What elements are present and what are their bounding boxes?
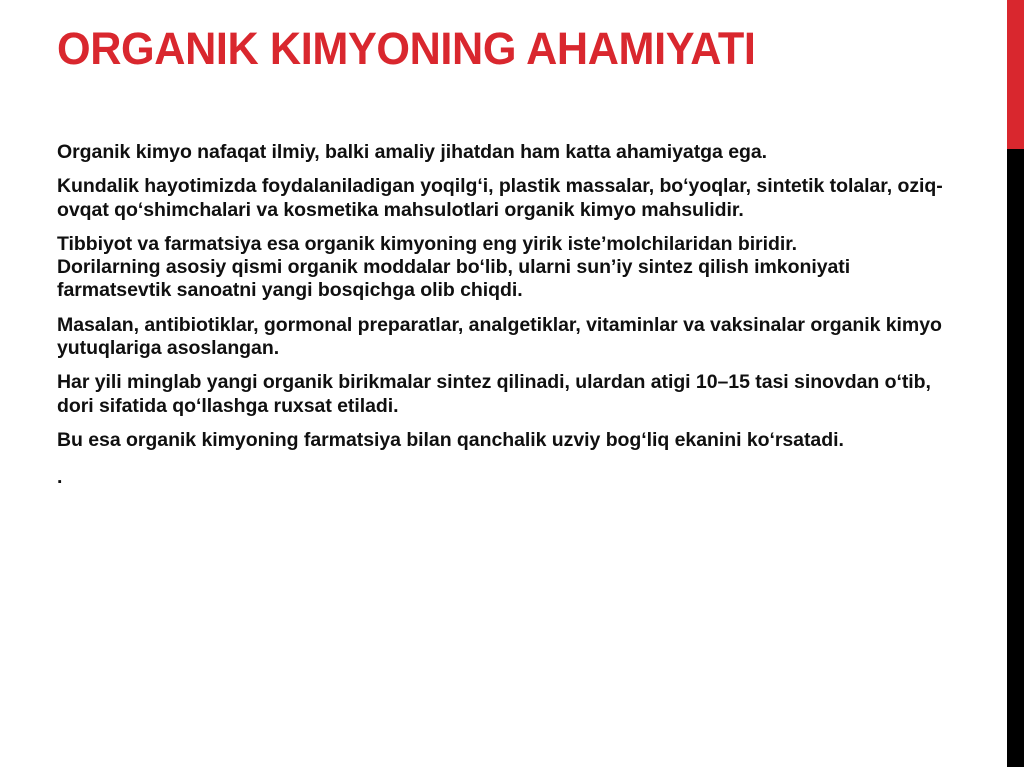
body-paragraph-4: Dorilarning asosiy qismi organik moddalar bo‘lib, ularni sun’iy sintez qilish imkoniyati farmatsevtik sanoatni yangi bosqichga olib chiqdi. <box>57 256 851 302</box>
body-paragraph-8: . <box>57 466 63 489</box>
edge-accent-bars <box>1007 0 1024 767</box>
edge-bar-black <box>1007 149 1024 767</box>
body-paragraph-6: Har yili minglab yangi organik birikmalar sintez qilinadi, ulardan atigi 10–15 tasi sinovdan o‘tib, dori sifatida qo‘llashga ruxsat etiladi. <box>57 371 931 417</box>
body-paragraph-3: Tibbiyot va farmatsiya esa organik kimyoning eng yirik iste’molchilaridan biridir. <box>57 232 798 255</box>
page-title: ORGANIK KIMYONING AHAMIYATI <box>57 23 756 75</box>
body-paragraph-7: Bu esa organik kimyoning farmatsiya bilan qanchalik uzviy bog‘liq ekanini ko‘rsatadi. <box>57 428 844 451</box>
body-paragraph-1: Organik kimyo nafaqat ilmiy, balki amaliy jihatdan ham katta ahamiyatga ega. <box>57 141 768 163</box>
body-paragraph-2: Kundalik hayotimizda foydalaniladigan yoqilg‘i, plastik massalar, bo‘yoqlar, sintetik tolalar, oziq-ovqat qo‘shimchalari va kosmetika mahsulotlari organik kimyo mahsulidir. <box>57 175 943 221</box>
body-paragraph-5: Masalan, antibiotiklar, gormonal preparatlar, analgetiklar, vitaminlar va vaksinalar organik kimyo yutuqlariga asoslangan. <box>57 313 942 360</box>
edge-bar-red <box>1007 0 1024 149</box>
slide-body <box>57 141 963 501</box>
